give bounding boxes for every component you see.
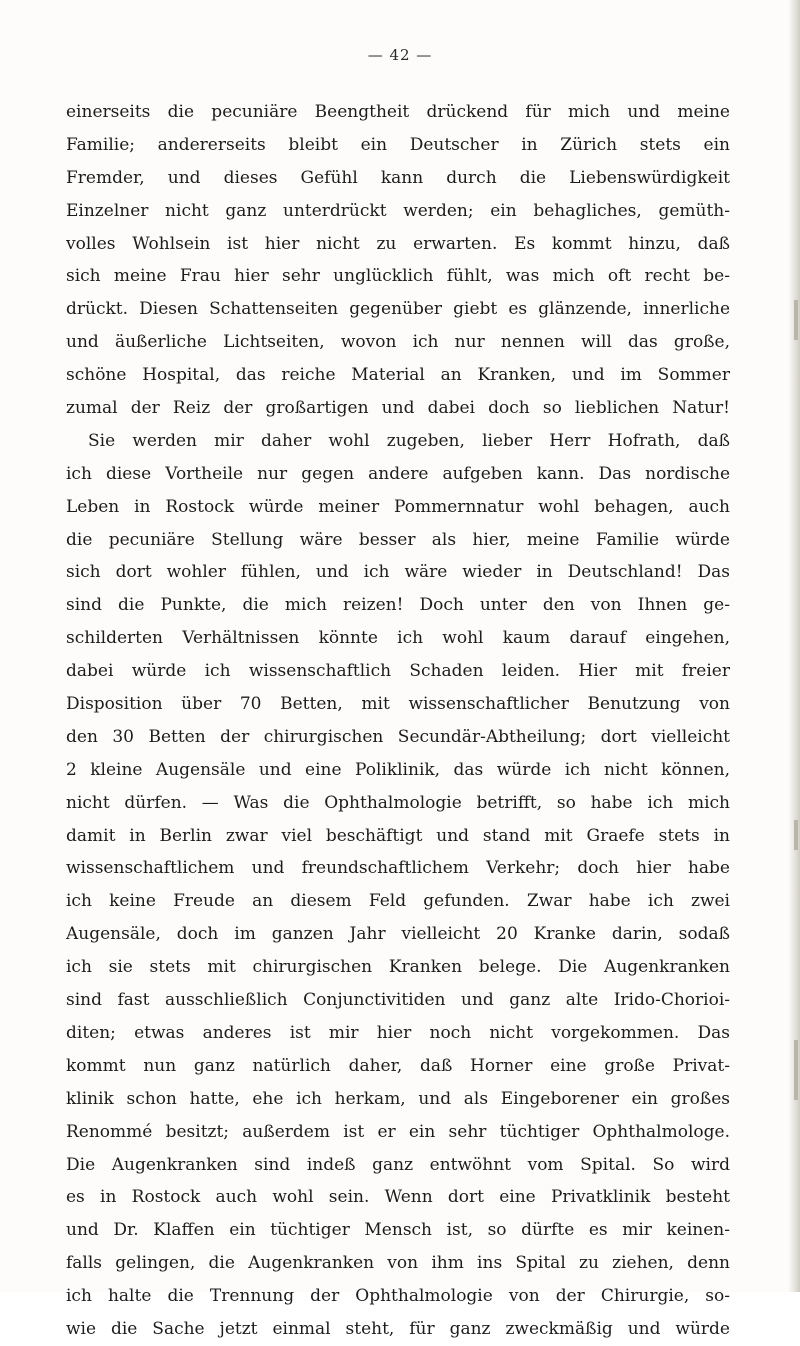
text-line: falls gelingen, die Augenkranken von ihm ins Spital zu ziehen, denn — [66, 1253, 730, 1274]
text-line: schöne Hospital, das reiche Material an Kranken, und im Sommer — [66, 365, 730, 386]
text-line: dabei würde ich wissenschaftlich Schaden leiden. Hier mit freier — [66, 661, 730, 682]
page-edge-mark — [794, 1040, 798, 1100]
text-line: Die Augenkranken sind indeß ganz entwöhnt vom Spital. So wird — [66, 1154, 730, 1175]
text-line: nicht dürfen. — Was die Ophthalmologie betrifft, so habe ich mich — [66, 792, 730, 813]
text-line: 2 kleine Augensäle und eine Poliklinik, das würde ich nicht können, — [66, 759, 730, 780]
text-line: kommt nun ganz natürlich daher, daß Horner eine große Privat- — [66, 1055, 730, 1076]
text-line: den 30 Betten der chirurgischen Secundär-Abtheilung; dort vielleicht — [66, 726, 730, 747]
text-line: und äußerliche Lichtseiten, wovon ich nur nennen will das große, — [66, 332, 730, 353]
text-line: Augensäle, doch im ganzen Jahr vielleicht 20 Kranke darin, sodaß — [66, 924, 730, 945]
body-text — [66, 96, 730, 1346]
text-line: wissenschaftlichem und freundschaftlichem Verkehr; doch hier habe — [66, 858, 730, 879]
page-edge-mark — [794, 820, 798, 850]
text-line: Einzelner nicht ganz unterdrückt werden; ein behagliches, gemüth- — [66, 200, 730, 221]
text-line: Disposition über 70 Betten, mit wissenschaftlicher Benutzung von — [66, 694, 730, 715]
text-line: ich keine Freude an diesem Feld gefunden. Zwar habe ich zwei — [66, 891, 730, 912]
text-line: drückt. Diesen Schattenseiten gegenüber giebt es glänzende, innerliche — [66, 299, 730, 320]
text-line: einerseits die pecuniäre Beengtheit drückend für mich und meine — [66, 102, 730, 122]
text-line: schilderten Verhältnissen könnte ich wohl kaum darauf eingehen, — [66, 628, 730, 649]
text-line: Sie werden mir daher wohl zugeben, lieber Herr Hofrath, daß — [88, 430, 730, 451]
text-line: und Dr. Klaffen ein tüchtiger Mensch ist, so dürfte es mir keinen- — [66, 1220, 730, 1241]
text-line: wie die Sache jetzt einmal steht, für ganz zweckmäßig und würde — [66, 1318, 730, 1339]
text-line: damit in Berlin zwar viel beschäftigt und stand mit Graefe stets in — [66, 825, 730, 846]
page-number: — 42 — — [367, 46, 433, 64]
text-line: sich meine Frau hier sehr unglücklich fühlt, was mich oft recht be- — [66, 266, 730, 287]
text-line: Renommé besitzt; außerdem ist er ein sehr tüchtiger Ophthalmologe. — [66, 1121, 730, 1142]
text-line: ich diese Vortheile nur gegen andere aufgeben kann. Das nordische — [66, 463, 730, 484]
text-line: es in Rostock auch wohl sein. Wenn dort eine Privatklinik besteht — [66, 1187, 730, 1208]
text-line: ich halte die Trennung der Ophthalmologie von der Chirurgie, so- — [66, 1286, 730, 1307]
text-line: Leben in Rostock würde meiner Pommernnatur wohl behagen, auch — [66, 496, 730, 517]
text-line: zumal der Reiz der großartigen und dabei doch so lieblichen Natur! — [66, 398, 730, 419]
text-line: ich sie stets mit chirurgischen Kranken belege. Die Augenkranken — [66, 957, 730, 978]
text-line: volles Wohlsein ist hier nicht zu erwarten. Es kommt hinzu, daß — [66, 233, 730, 254]
text-line: Familie; andererseits bleibt ein Deutscher in Zürich stets ein — [66, 134, 730, 155]
text-line: diten; etwas anderes ist mir hier noch nicht vorgekommen. Das — [66, 1022, 730, 1043]
text-line: Fremder, und dieses Gefühl kann durch die Liebenswürdigkeit — [66, 167, 730, 188]
text-line: sind fast ausschließlich Conjunctivitiden und ganz alte Irido-Chorioi- — [66, 990, 730, 1011]
text-line: die pecuniäre Stellung wäre besser als hier, meine Familie würde — [66, 529, 730, 550]
text-line: sich dort wohler fühlen, und ich wäre wieder in Deutschland! Das — [66, 562, 730, 583]
text-line: klinik schon hatte, ehe ich herkam, und als Eingeborener ein großes — [66, 1088, 730, 1109]
text-line: sind die Punkte, die mich reizen! Doch unter den von Ihnen ge- — [66, 595, 730, 616]
page-edge-mark — [794, 300, 798, 340]
